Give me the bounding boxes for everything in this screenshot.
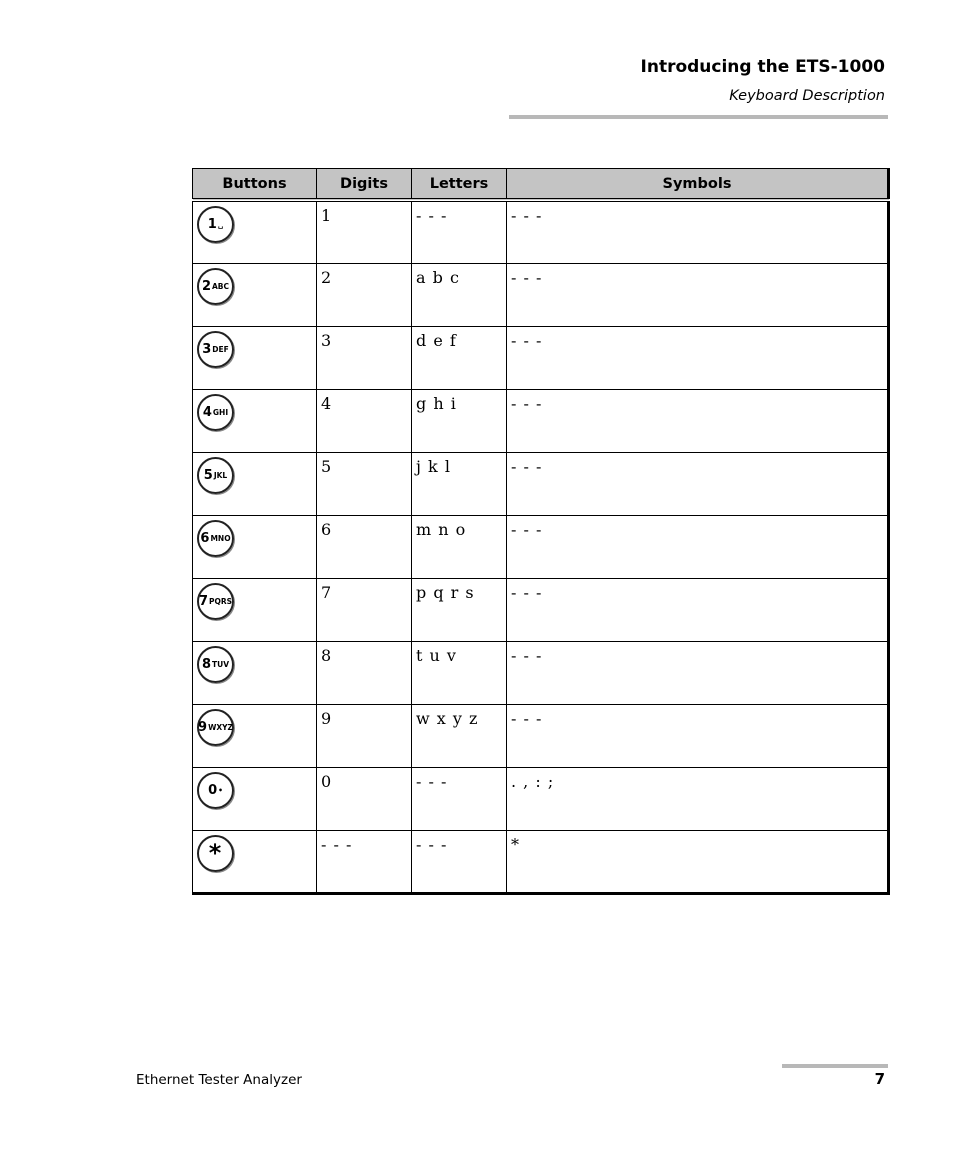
column-header-digits: Digits <box>317 169 412 201</box>
table-row <box>193 830 889 893</box>
symbols-cell: - - - <box>507 704 889 767</box>
table-row <box>193 326 889 389</box>
button-cell <box>193 263 317 326</box>
key-main-label: 9 <box>198 719 208 735</box>
button-cell <box>193 389 317 452</box>
symbols-cell: . , : ; <box>507 767 889 830</box>
digits-cell: 1 <box>317 200 412 263</box>
symbols-cell: - - - <box>507 389 889 452</box>
table-row <box>193 641 889 704</box>
page-number: 7 <box>874 1070 885 1088</box>
table-row <box>193 200 889 263</box>
digits-cell: 3 <box>317 326 412 389</box>
key-main-label: 6 <box>200 530 210 546</box>
key-sub-label: GHI <box>212 407 229 417</box>
header-rule <box>509 115 888 119</box>
keypad-key-icon <box>197 646 234 683</box>
key-main-label: 7 <box>198 593 208 609</box>
column-header-buttons: Buttons <box>193 169 317 201</box>
digits-cell: 6 <box>317 515 412 578</box>
digits-cell: 4 <box>317 389 412 452</box>
letters-cell: - - - <box>412 830 507 893</box>
key-main-label: 8 <box>201 656 212 672</box>
footer-doc-name: Ethernet Tester Analyzer <box>136 1072 302 1088</box>
table-row <box>193 389 889 452</box>
button-cell <box>193 704 317 767</box>
column-header-letters: Letters <box>412 169 507 201</box>
letters-cell: a b c <box>412 263 507 326</box>
digits-cell: - - - <box>317 830 412 893</box>
button-cell <box>193 452 317 515</box>
table-row <box>193 263 889 326</box>
key-sub-label: PQRS <box>209 596 233 606</box>
key-main-label: 4 <box>202 404 212 420</box>
keypad-key-icon <box>197 394 234 431</box>
table-row <box>193 578 889 641</box>
button-cell <box>193 200 317 263</box>
key-main-label: 0 <box>208 782 218 798</box>
table-row <box>193 515 889 578</box>
keypad-key-icon <box>197 709 234 746</box>
digits-cell: 2 <box>317 263 412 326</box>
table-row <box>193 767 889 830</box>
digits-cell: 0 <box>317 767 412 830</box>
column-header-symbols: Symbols <box>507 169 889 201</box>
symbols-cell: - - - <box>507 200 889 263</box>
symbols-cell: - - - <box>507 515 889 578</box>
key-sub-label: WXYZ <box>208 722 233 732</box>
letters-cell: m n o <box>412 515 507 578</box>
button-cell <box>193 578 317 641</box>
key-main-label: * <box>208 839 222 867</box>
digits-cell: 5 <box>317 452 412 515</box>
key-sub-label: ␣ <box>217 220 224 229</box>
symbols-cell: - - - <box>507 452 889 515</box>
header-title: Introducing the ETS-1000 <box>640 57 885 77</box>
key-main-label: 5 <box>203 467 213 483</box>
keypad-key-icon <box>197 583 234 620</box>
letters-cell: d e f <box>412 326 507 389</box>
letters-cell: j k l <box>412 452 507 515</box>
keyboard-table <box>192 168 890 895</box>
button-cell <box>193 515 317 578</box>
keypad-key-icon <box>197 772 234 809</box>
letters-cell: g h i <box>412 389 507 452</box>
letters-cell: t u v <box>412 641 507 704</box>
table-header-row <box>193 169 889 201</box>
key-main-label: 1 <box>207 217 217 232</box>
keypad-key-icon <box>197 835 234 872</box>
key-sub-label: • <box>218 785 223 795</box>
key-main-label: 3 <box>202 341 212 357</box>
letters-cell: w x y z <box>412 704 507 767</box>
keypad-key-icon <box>197 206 234 243</box>
footer-rule <box>782 1064 888 1068</box>
keypad-key-icon <box>197 331 234 368</box>
button-cell <box>193 641 317 704</box>
button-cell <box>193 767 317 830</box>
digits-cell: 9 <box>317 704 412 767</box>
button-cell <box>193 830 317 893</box>
digits-cell: 7 <box>317 578 412 641</box>
symbols-cell: * <box>507 830 889 893</box>
letters-cell: p q r s <box>412 578 507 641</box>
keypad-key-icon <box>197 520 234 557</box>
keypad-key-icon <box>197 457 234 494</box>
symbols-cell: - - - <box>507 578 889 641</box>
key-sub-label: TUV <box>212 659 230 669</box>
keypad-key-icon <box>197 268 234 305</box>
digits-cell: 8 <box>317 641 412 704</box>
letters-cell: - - - <box>412 200 507 263</box>
key-sub-label: JKL <box>213 470 228 480</box>
key-sub-label: DEF <box>212 344 229 354</box>
symbols-cell: - - - <box>507 641 889 704</box>
key-sub-label: MNO <box>210 533 231 543</box>
key-sub-label: ABC <box>212 281 230 291</box>
table-row <box>193 704 889 767</box>
table-row <box>193 452 889 515</box>
button-cell <box>193 326 317 389</box>
header-subtitle: Keyboard Description <box>729 88 885 104</box>
key-main-label: 2 <box>201 278 211 294</box>
symbols-cell: - - - <box>507 263 889 326</box>
symbols-cell: - - - <box>507 326 889 389</box>
letters-cell: - - - <box>412 767 507 830</box>
